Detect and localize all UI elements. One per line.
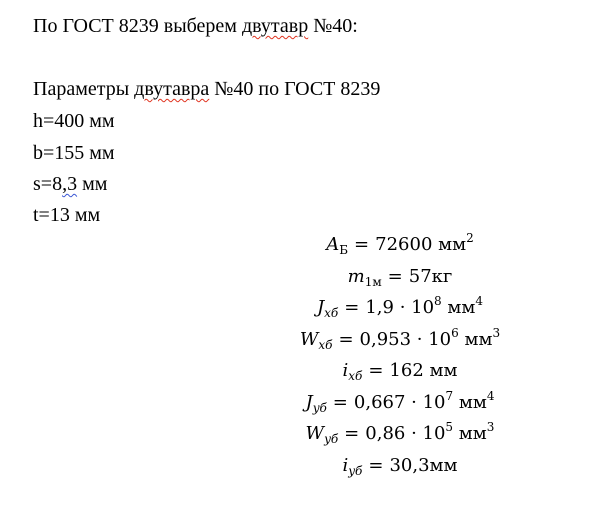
heading-line <box>33 14 358 38</box>
formula-area[interactable]: $A_Б = 72600$ $мм^2$ <box>326 231 474 257</box>
formula-wy[interactable]: $W_{yб} = 0,86 \cdot 10^5$ $мм^3$ <box>305 420 495 446</box>
formula-jx[interactable]: $J_{xб} = 1,9 \cdot 10^8$ $мм^4$ <box>316 294 484 320</box>
param-t: t=13 мм <box>33 204 101 226</box>
param-s-before: s=8 <box>33 173 63 195</box>
formula-block <box>255 229 545 481</box>
params-title-after: №40 по ГОСТ 8239 <box>209 78 381 100</box>
param-s-after: мм <box>77 173 108 195</box>
param-b: b=155 мм <box>33 142 115 164</box>
params-title <box>33 77 380 101</box>
formula-wx[interactable]: $W_{xб} = 0,953 \cdot 10^6$ $мм^3$ <box>299 325 501 352</box>
param-s-grammar-flag[interactable]: ,3 <box>62 173 78 195</box>
formula-mass[interactable]: $m_{1м} = 57кг$ <box>347 265 453 289</box>
param-h: h=400 мм <box>33 110 115 132</box>
param-s <box>33 172 107 196</box>
params-title-spellcheck-word[interactable]: двутавра <box>134 78 210 100</box>
heading-text-before: По ГОСТ 8239 выберем <box>33 15 242 37</box>
formula-jy[interactable]: $J_{yб} = 0,667 \cdot 10^7$ $мм^4$ <box>305 388 495 415</box>
params-title-before: Параметры <box>33 78 135 100</box>
formula-ix[interactable]: $i_{xб} = 162$ мм <box>342 360 458 383</box>
heading-spellcheck-word[interactable]: двутавр <box>241 15 309 37</box>
heading-text-after: №40: <box>308 15 358 37</box>
formula-iy[interactable]: $i_{yб} = 30,3мм$ <box>342 454 458 478</box>
